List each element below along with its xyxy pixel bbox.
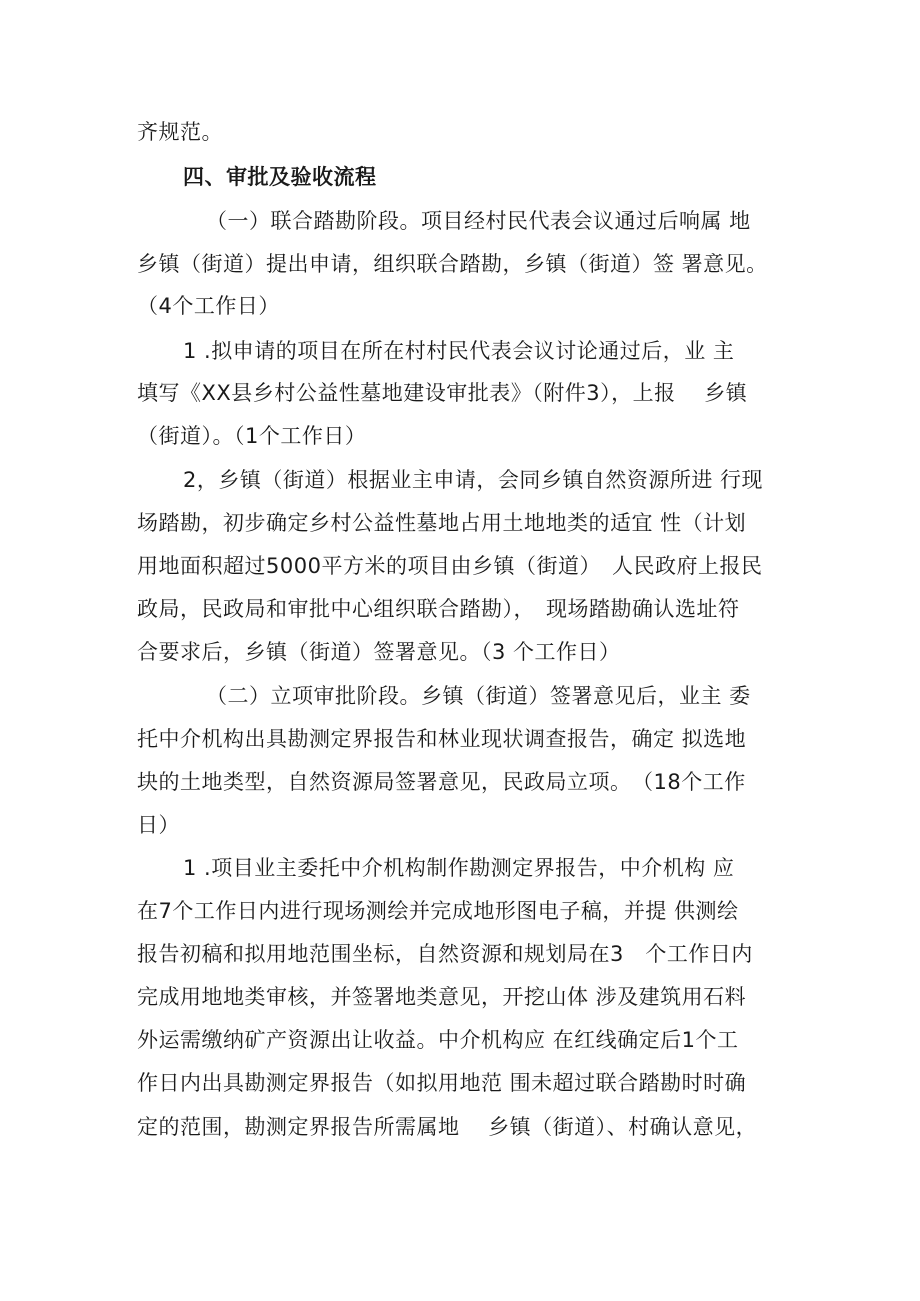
text-line: 报告初稿和拟用地范围坐标，自然资源和规划局在3 个工作日内	[137, 942, 753, 966]
text-line: 在7个工作日内进行现场测绘并完成地形图电子稿，并提 供测绘	[137, 899, 739, 923]
text-line: （街道）。（1个工作日）	[137, 424, 367, 448]
text-line: 作日内出具勘测定界报告（如拟用地范 围未超过联合踏勘时时确	[137, 1071, 747, 1095]
text-line: 乡镇（街道）提出申请，组织联合踏勘，乡镇（街道）签 署意见。	[137, 252, 768, 276]
text-line: 场踏勘，初步确定乡村公益性墓地占用土地地类的适宜 性（计划	[137, 511, 747, 535]
paragraph-first-line: 1 .项目业主委托中介机构制作勘测定界报告，中介机构 应	[183, 856, 735, 880]
text-line: 日）	[137, 813, 180, 837]
section-heading: 四、审批及验收流程	[183, 165, 377, 189]
paragraph-first-line: （二）立项审批阶段。乡镇（街道）签署意见后，业主 委	[206, 684, 751, 708]
text-line: 完成用地地类审核，并签署地类意见，开挖山体 涉及建筑用石料	[137, 985, 747, 1009]
text-line: 外运需缴纳矿产资源出让收益。中介机构应 在红线确定后1个工	[137, 1028, 739, 1052]
text-line: 块的土地类型，自然资源局签署意见，民政局立项。 （18个工作	[137, 770, 746, 794]
text-line: （4个工作日）	[137, 294, 280, 318]
text-line: 填写《XX县乡村公益性墓地建设审批表》（附件3），上报 乡镇	[137, 381, 748, 405]
text-line: 齐规范。	[137, 120, 223, 144]
paragraph-first-line: 1 .拟申请的项目在所在村村民代表会议讨论通过后，业 主	[183, 339, 735, 363]
text-line: 合要求后，乡镇（街道）签署意见。（3 个工作日）	[137, 640, 621, 664]
text-line: 政局，民政局和审批中心组织联合踏勘）， 现场踏勘确认选址符	[137, 597, 740, 621]
paragraph-first-line: （一）联合踏勘阶段。项目经村民代表会议通过后响属 地	[206, 209, 751, 233]
text-line: 定的范围，勘测定界报告所需属地 乡镇（街道）、村确认意见，	[137, 1115, 758, 1139]
text-line: 托中介机构出具勘测定界报告和林业现状调查报告，确定 拟选地	[137, 727, 747, 751]
text-line: 用地面积超过5000平方米的项目由乡镇（街道） 人民政府上报民	[137, 554, 763, 578]
paragraph-first-line: 2，乡镇（街道）根据业主申请，会同乡镇自然资源所进 行现	[183, 468, 764, 492]
